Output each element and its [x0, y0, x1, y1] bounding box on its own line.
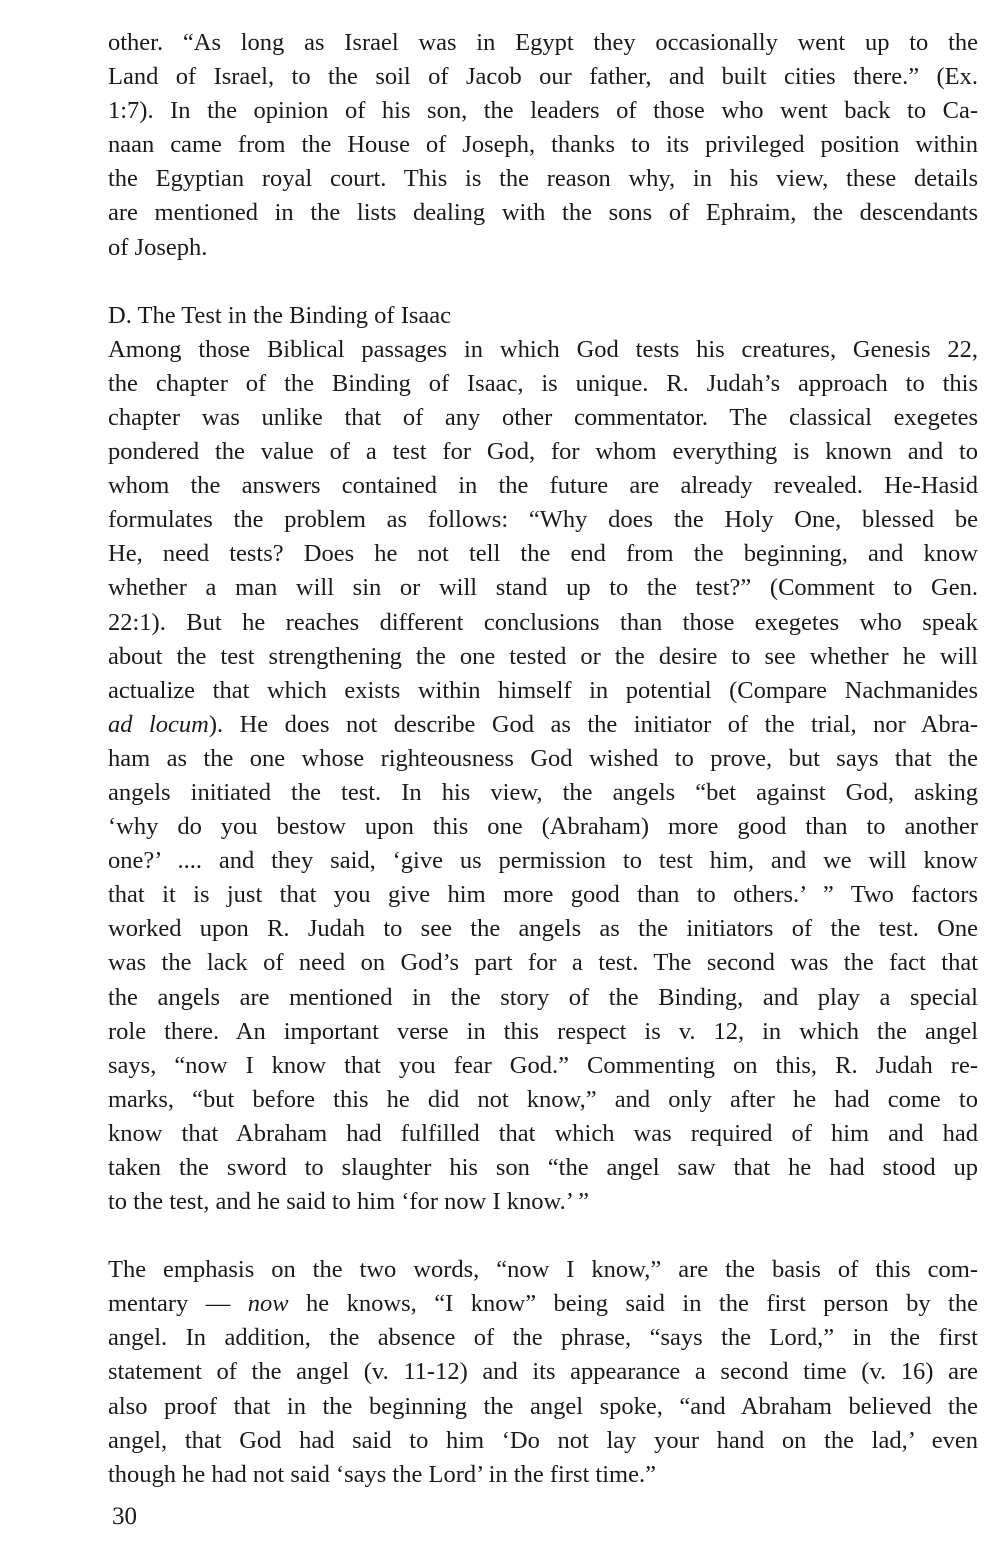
text-line: pondered the value of a test for God, for whom everything is known and to: [108, 438, 978, 466]
text-line: worked upon R. Judah to see the angels as the initiators of the test. One: [108, 915, 978, 943]
text-line: the chapter of the Binding of Isaac, is unique. R. Judah’s approach to this: [108, 369, 978, 397]
text-line: angels initiated the test. In his view, the angels “bet against God, asking: [108, 778, 978, 806]
text-line: the Egyptian royal court. This is the reason why, in his view, these details: [108, 165, 978, 193]
text-line: also proof that in the beginning the angel spoke, “and Abraham believed the: [108, 1392, 978, 1420]
italic-ad-locum: ad locum: [108, 710, 209, 738]
text-line: other. “As long as Israel was in Egypt they occasionally went up to the: [108, 29, 978, 56]
text-line: role there. An important verse in this respect is v. 12, in which the angel: [108, 1017, 978, 1045]
text-line: Land of Israel, to the soil of Jacob our father, and built cities there.” (Ex.: [108, 63, 978, 91]
text-line: the angels are mentioned in the story of the Binding, and play a special: [108, 983, 978, 1011]
text-line: ham as the one whose righteousness God wished to prove, but says that the: [108, 744, 978, 772]
text-line: to the test, and he said to him ‘for now I know.’ ”: [108, 1188, 590, 1216]
text-line: 1:7). In the opinion of his son, the leaders of those who went back to Ca-: [108, 97, 978, 125]
paragraph-now-i-know: [108, 1253, 978, 1492]
text-line: ‘why do you bestow upon this one (Abraham) more good than to another: [108, 813, 978, 841]
text-line: statement of the angel (v. 11-12) and its appearance a second time (v. 16) are: [108, 1358, 978, 1386]
text-line: are mentioned in the lists dealing with the sons of Ephraim, the descendants: [108, 199, 978, 227]
text-line: whether a man will sin or will stand up to the test?” (Comment to Gen.: [108, 574, 978, 602]
text-line: marks, “but before this he did not know,” and only after he had come to: [108, 1085, 978, 1113]
text-line: [108, 708, 978, 742]
text-line: The emphasis on the two words, “now I know,” are the basis of this com-: [108, 1256, 978, 1284]
text-line: says, “now I know that you fear God.” Commenting on this, R. Judah re-: [108, 1051, 978, 1079]
text-line: He, need tests? Does he not tell the end from the beginning, and know: [108, 540, 978, 568]
text-line: one?’ .... and they said, ‘give us permission to test him, and we will know: [108, 847, 978, 875]
text-line: naan came from the House of Joseph, thanks to its privileged position within: [108, 131, 978, 159]
text-line: though he had not said ‘says the Lord’ in the first time.”: [108, 1460, 656, 1488]
text-line-rest: he knows, “I know” being said in the first person by the: [288, 1290, 978, 1318]
page-number: 30: [112, 1503, 137, 1530]
text-line: know that Abraham had fulfilled that which was required of him and had: [108, 1119, 978, 1147]
paragraph-gap: [108, 1219, 978, 1253]
paragraph-binding-of-isaac: [108, 333, 978, 1219]
paragraph-gap: [108, 265, 978, 299]
paragraph-continuation: [108, 26, 978, 265]
text-line-rest: ). He does not describe God as the initiator of the trial, nor Abra-: [208, 710, 979, 738]
text-line: angel. In addition, the absence of the phrase, “says the Lord,” in the first: [108, 1324, 978, 1352]
text-line: of Joseph.: [108, 233, 208, 261]
text-line-start: mentary —: [108, 1290, 248, 1318]
text-line: [108, 1287, 978, 1321]
text-line: angel, that God had said to him ‘Do not lay your hand on the lad,’ even: [108, 1426, 978, 1454]
text-line: was the lack of need on God’s part for a test. The second was the fact that: [108, 949, 978, 977]
text-line: that it is just that you give him more good than to others.’ ” Two factors: [108, 881, 978, 909]
italic-now: now: [247, 1290, 289, 1318]
section-heading: D. The Test in the Binding of Isaac: [108, 301, 452, 329]
text-line: formulates the problem as follows: “Why does the Holy One, blessed be: [108, 506, 978, 534]
text-line: 22:1). But he reaches different conclusions than those exegetes who speak: [108, 608, 978, 636]
text-line: whom the answers contained in the future are already revealed. He-Hasid: [108, 472, 978, 500]
text-line: about the test strengthening the one tested or the desire to see whether he will: [108, 642, 978, 670]
text-line: actualize that which exists within himself in potential (Compare Nachmanides: [108, 676, 978, 704]
text-line: taken the sword to slaughter his son “the angel saw that he had stood up: [108, 1154, 978, 1181]
text-line: chapter was unlike that of any other commentator. The classical exegetes: [108, 403, 978, 431]
text-line: Among those Biblical passages in which God tests his creatures, Genesis 22,: [108, 335, 978, 363]
